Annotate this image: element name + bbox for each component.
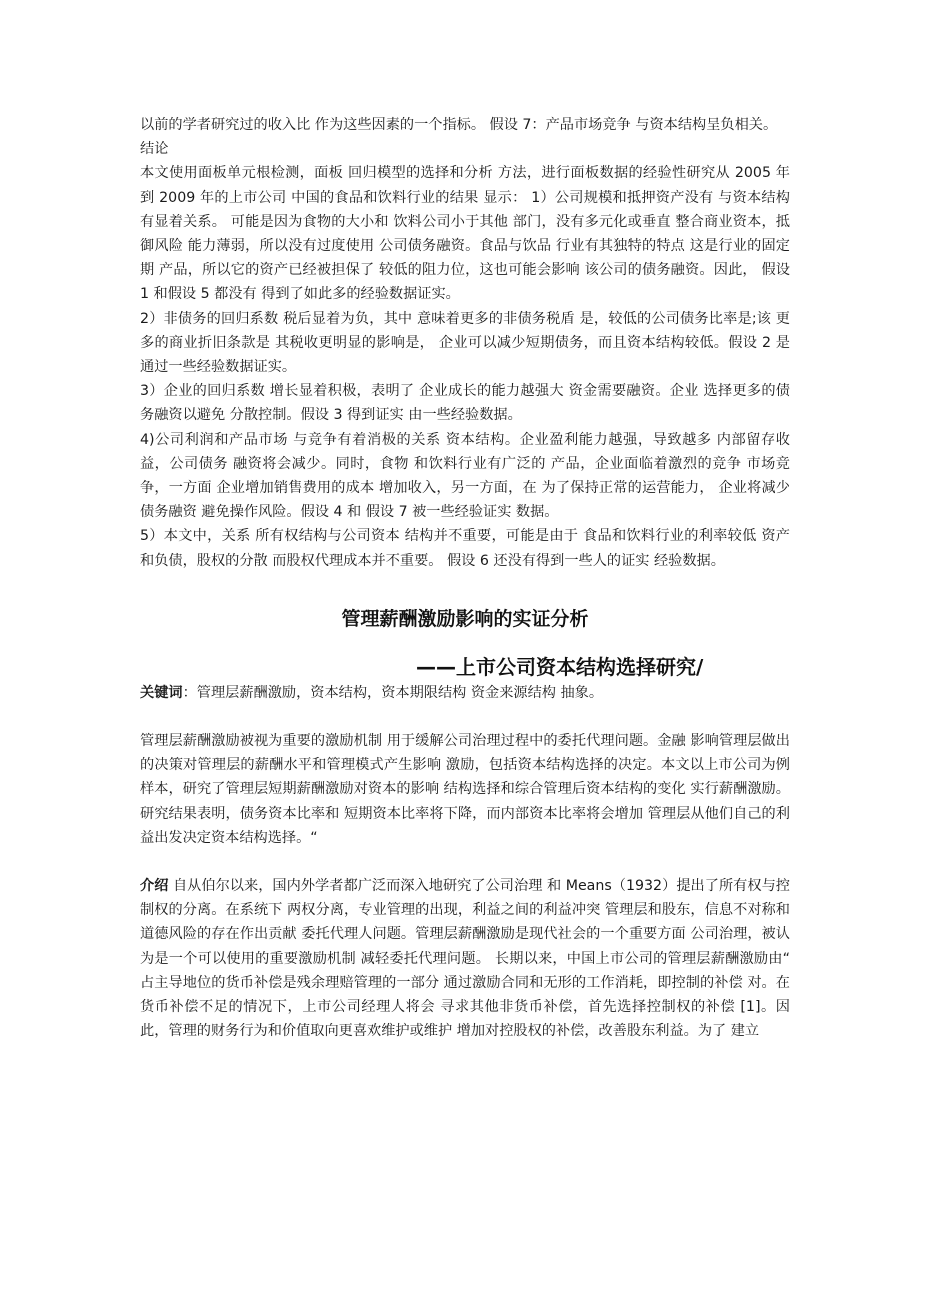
keywords-line (140, 681, 790, 705)
article-subtitle: ——上市公司资本结构选择研究/ (416, 654, 704, 679)
keywords-text: ：管理层薪酬激励，资本结构，资本期限结构 资金来源结构 抽象。 (182, 684, 604, 701)
paragraph-prior-research: 以前的学者研究过的收入比 作为这些因素的一个指标。 假设 7：产品市场竞争 与资本结构呈负相关。 (140, 117, 778, 133)
paragraph-introduction (140, 874, 790, 1043)
keywords-label: 关键词 (140, 684, 183, 701)
article-title: 管理薪酬激励影响的实证分析 (341, 607, 589, 630)
paragraph-conclusion-2: 2）非债务的回归系数 税后显着为负，其中 意味着更多的非债务税盾 是，较低的公司债务比率是;该 更多的商业折旧条款是 其税收更明显的影响是， 企业可以减少短期债务，而且资本结构较低。假设 2 是 通过一些经验数据证实。 (140, 310, 790, 376)
paragraph-conclusion-4: 4)公司利润和产品市场 与竞争有着消极的关系 资本结构。企业盈利能力越强，导致越多 内部留存收益，公司债务 融资将会减少。同时，食物 和饮料行业有广泛的 产品，企业面临着激烈的竞争 市场竞争，一方面 企业增加销售费用的成本 增加收入，另一方面，在 为了保持正常的运营能力， 企业将减少债务融资 避免操作风险。假设 4 和 假设 7 被一些经验证实 数据。 (140, 431, 790, 521)
introduction-text: 自从伯尔以来，国内外学者都广泛而深入地研究了公司治理 和 Means（1932）提出了所有权与控制权的分离。在系统下 两权分离，专业管理的出现，利益之间的利益冲突 管理层和股东，信息不对称和道德风险的存在作出贡献 委托代理人问题。管理层薪酬激励是现代社会的一个重要方面 公司治理，被认为是一个可以使用的重要激励机制 减轻委托代理问题。 长期以来，中国上市公司的管理层薪酬激励由“ 占主导地位的货币补偿是残余理赔管理的一部分 通过激励合同和无形的工作消耗，即控制的补偿 对。在货币补偿不足的情况下，上市公司经理人将会 寻求其他非货币补偿，首先选择控制权的补偿 [1]。因此，管理的财务行为和价值取向更喜欢维护或维护 增加对控股权的补偿，改善股东利益。为了 建立 (140, 878, 790, 1040)
paragraph-conclusion-5: 5）本文中，关系 所有权结构与公司资本 结构并不重要，可能是由于 食品和饮料行业的利率较低 资产和负债，股权的分散 而股权代理成本并不重要。 假设 6 还没有得到一些人的证实 经验数据。 (140, 528, 790, 569)
conclusion-heading: 结论 (140, 141, 169, 158)
introduction-label: 介绍 (140, 878, 169, 895)
paragraph-conclusion-1: 本文使用面板单元根检测，面板 回归模型的选择和分析 方法，进行面板数据的经验性研究从 2005 年到 2009 年的上市公司 中国的食品和饮料行业的结果 显示： 1）公司规模和抵押资产没有 与资本结构有显着关系。 可能是因为食物的大小和 饮料公司小于其他 部门，没有多元化或垂直 整合商业资本，抵御风险 能力薄弱，所以没有过度使用 公司债务融资。食品与饮品 行业有其独特的特点 这是行业的固定期 产品，所以它的资产已经被担保了 较低的阻力位，这也可能会影响 该公司的债务融资。因此， 假设 1 和假设 5 都没有 得到了如此多的经验数据证实。 (140, 165, 790, 303)
paragraph-conclusion-3: 3）企业的回归系数 增长显着积极，表明了 企业成长的能力越强大 资金需要融资。企业 选择更多的债务融资以避免 分散控制。假设 3 得到证实 由一些经验数据。 (140, 383, 790, 424)
paragraph-abstract: 管理层薪酬激励被视为重要的激励机制 用于缓解公司治理过程中的委托代理问题。金融 影响管理层做出的决策对管理层的薪酬水平和管理模式产生影响 激励，包括资本结构选择的决定。本文以上市公司为例 样本，研究了管理层短期薪酬激励对资本的影响 结构选择和综合管理后资本结构的变化 实行薪酬激励。研究结果表明，债务资本比率和 短期资本比率将下降，而内部资本比率将会增加 管理层从他们自己的利益出发决定资本结构选择。“ (140, 733, 790, 846)
document-page (140, 113, 790, 1044)
